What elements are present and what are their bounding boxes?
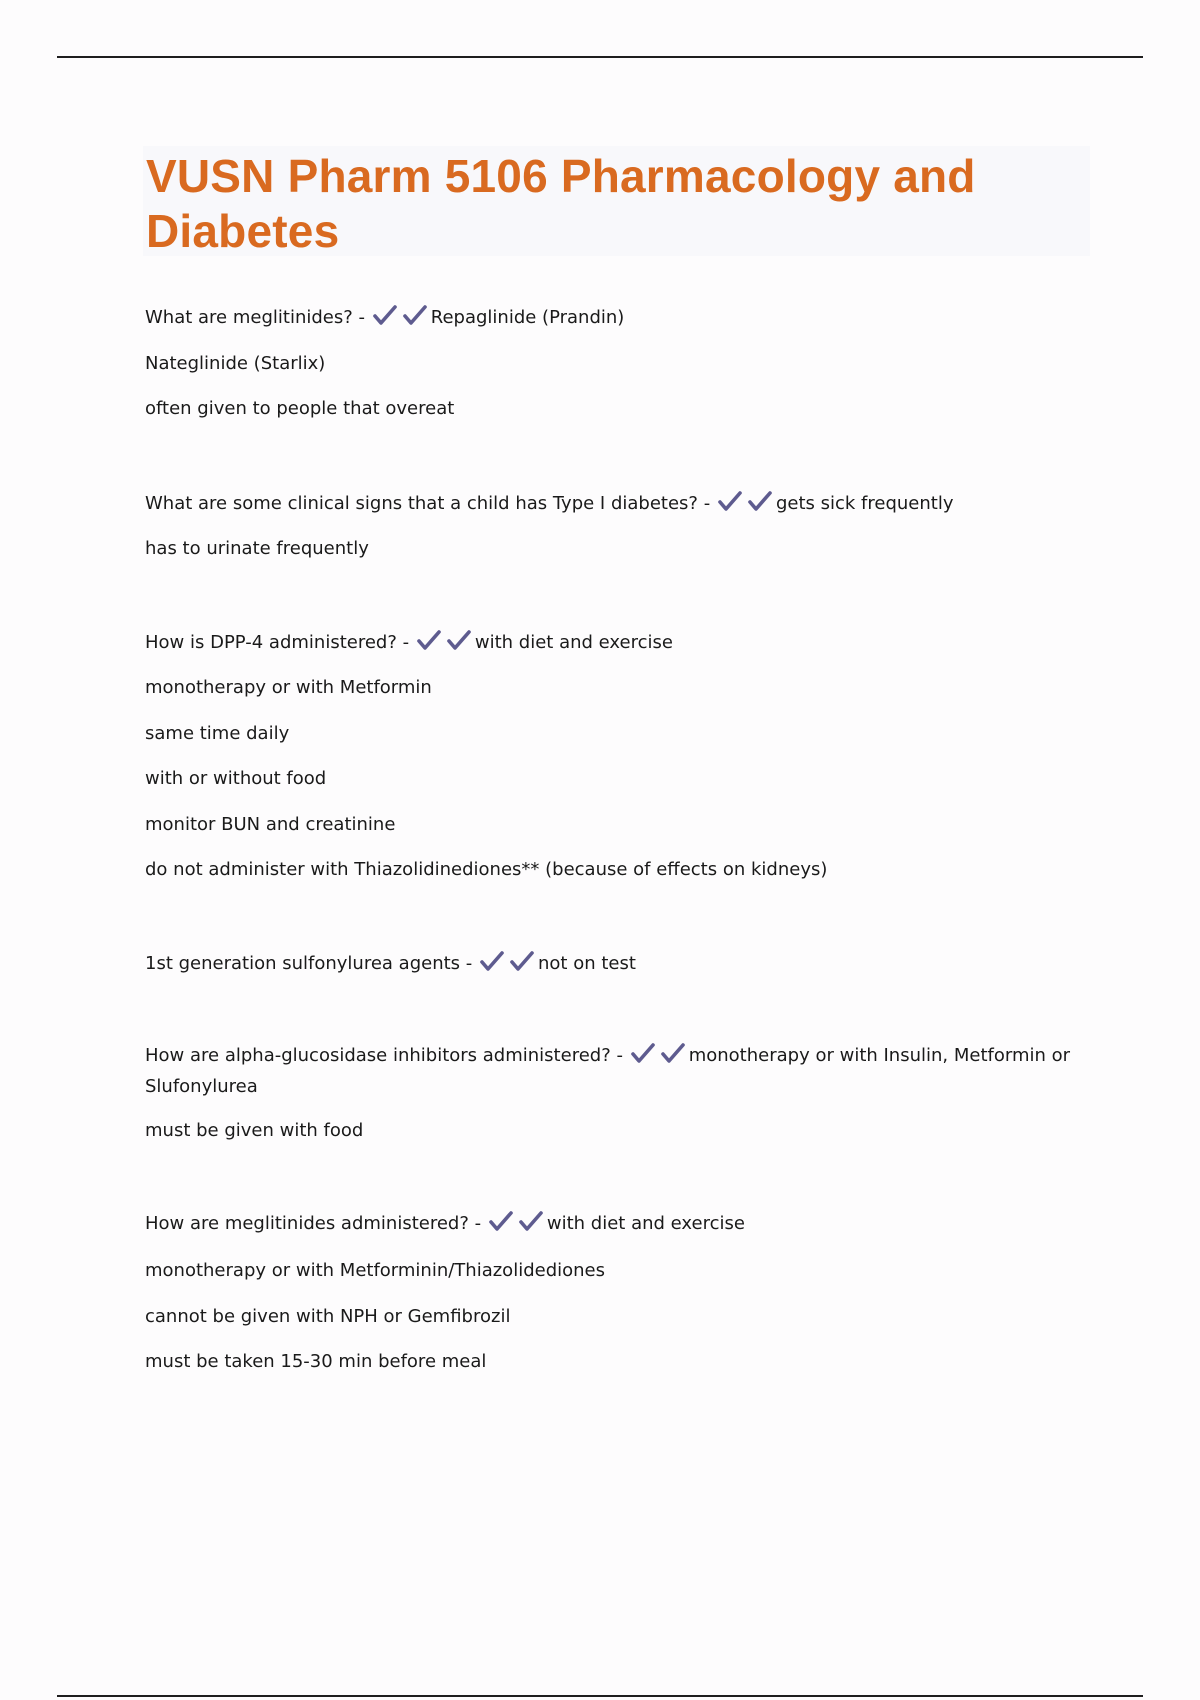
- answer-line: do not administer with Thiazolidinediones** (because of effects on kidneys): [145, 859, 828, 880]
- answer-text: monotherapy or with Insulin, Metformin or Slufonylurea: [145, 1045, 1071, 1097]
- separator: -: [402, 632, 410, 653]
- answer-line: monitor BUN and creatinine: [145, 814, 396, 835]
- answer-line: cannot be given with NPH or Gemfibrozil: [145, 1306, 511, 1327]
- answer-line: monotherapy or with Metformin: [145, 677, 432, 698]
- question-text: How are alpha-glucosidase inhibitors administered?: [145, 1045, 611, 1066]
- flashcard-question-line: [145, 304, 624, 335]
- question-text: How is DPP-4 administered?: [145, 632, 397, 653]
- double-check-icon: [718, 490, 772, 521]
- check-icon: [373, 304, 397, 326]
- check-icon: [417, 629, 441, 651]
- check-icon: [480, 950, 504, 972]
- answer-text: with diet and exercise: [474, 632, 673, 653]
- answer-line: must be taken 15-30 min before meal: [145, 1351, 487, 1372]
- page-title: VUSN Pharm 5106 Pharmacology and Diabetes: [146, 150, 976, 257]
- double-check-icon: [480, 950, 534, 981]
- check-icon: [661, 1042, 685, 1064]
- double-check-icon: [489, 1210, 543, 1241]
- answer-text: with diet and exercise: [546, 1213, 745, 1234]
- answer-line: with or without food: [145, 768, 327, 789]
- title-banner: [143, 146, 1090, 256]
- answer-text: Repaglinide (Prandin): [430, 307, 625, 328]
- question-text: 1st generation sulfonylurea agents: [145, 953, 461, 974]
- check-icon: [631, 1042, 655, 1064]
- double-check-icon: [417, 629, 471, 660]
- check-icon: [447, 629, 471, 651]
- answer-line: monotherapy or with Metforminin/Thiazolidediones: [145, 1260, 605, 1281]
- top-rule: [57, 56, 1143, 58]
- separator: -: [474, 1213, 482, 1234]
- answer-line: has to urinate frequently: [145, 538, 369, 559]
- answer-line: often given to people that overeat: [145, 398, 455, 419]
- answer-text: gets sick frequently: [775, 493, 954, 514]
- separator: -: [358, 307, 366, 328]
- double-check-icon: [373, 304, 427, 335]
- answer-line: same time daily: [145, 723, 290, 744]
- question-text: What are meglitinides?: [145, 307, 353, 328]
- separator: -: [465, 953, 473, 974]
- flashcard-question-line: [145, 629, 673, 660]
- separator: -: [616, 1045, 623, 1066]
- flashcard-question-line: [145, 950, 636, 981]
- check-icon: [403, 304, 427, 326]
- double-check-icon: [631, 1042, 685, 1073]
- flashcard-question-line: [145, 1210, 745, 1241]
- check-icon: [519, 1210, 543, 1232]
- bottom-rule: [57, 1695, 1143, 1697]
- check-icon: [489, 1210, 513, 1232]
- question-text: How are meglitinides administered?: [145, 1213, 469, 1234]
- separator: -: [703, 493, 711, 514]
- answer-line: Nateglinide (Starlix): [145, 353, 326, 374]
- check-icon: [718, 490, 742, 512]
- flashcard-question-line: [145, 490, 953, 521]
- check-icon: [748, 490, 772, 512]
- answer-text: not on test: [538, 953, 636, 974]
- flashcard-question-line: [145, 1042, 1085, 1101]
- check-icon: [510, 950, 534, 972]
- answer-line: must be given with food: [145, 1120, 364, 1141]
- question-text: What are some clinical signs that a child has Type I diabetes?: [145, 493, 698, 514]
